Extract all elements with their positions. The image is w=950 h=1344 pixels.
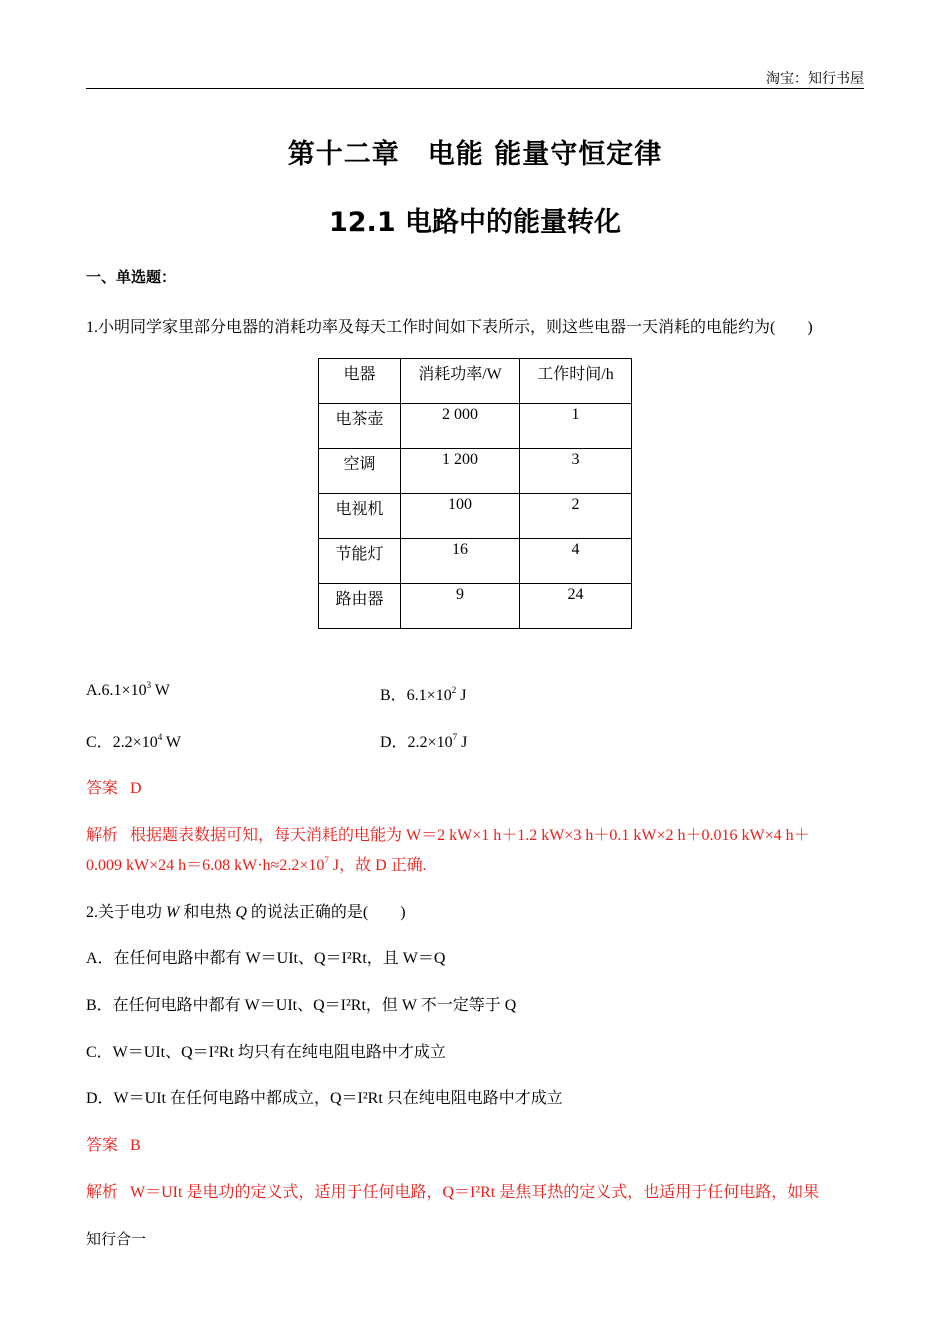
appliance-table	[318, 358, 632, 629]
table-cell: 2 000	[401, 404, 520, 449]
header-shop-name: 淘宝：知行书屋	[766, 71, 864, 87]
q2-option-b: B．在任何电路中都有 W＝UIt、Q＝I²Rt，但 W 不一定等于 Q	[86, 997, 517, 1014]
table-cell: 节能灯	[319, 539, 401, 584]
table-cell: 路由器	[319, 584, 401, 629]
chapter-title: 第十二章 电能 能量守恒定律	[287, 139, 663, 170]
table-header-row	[319, 359, 632, 404]
header-divider	[86, 88, 864, 89]
table-cell: 24	[520, 584, 632, 629]
q1-answer: 答案 D	[86, 780, 142, 797]
table-row	[319, 449, 632, 494]
table-header-cell: 消耗功率/W	[401, 359, 520, 404]
q1-option-c: C．$2.2\times 10^4$ W	[86, 732, 182, 751]
table-row	[319, 494, 632, 539]
table-cell: 1	[520, 404, 632, 449]
section-title: 12.1 电路中的能量转化	[328, 207, 622, 238]
q2-option-a: A．在任何电路中都有 W＝UIt、Q＝I²Rt，且 W＝Q	[86, 950, 446, 967]
table-header-cell: 电器	[319, 359, 401, 404]
q1-analysis-line1: 解析 根据题表数据可知，每天消耗的电能为 W＝2 kW×1 h＋1.2 kW×3 h＋0.1 kW×2 h＋0.016 kW×4 h＋	[86, 827, 810, 844]
q1-option-d: D．$2.2\times 10^7$ J	[380, 732, 468, 751]
table-header-cell: 工作时间/h	[520, 359, 632, 404]
q2-option-d: D．W＝UIt 在任何电路中都成立，Q＝I²Rt 只在纯电阻电路中才成立	[86, 1090, 563, 1107]
q1-stem: 1.小明同学家里部分电器的消耗功率及每天工作时间如下表所示，则这些电器一天消耗的电能约为( )	[86, 319, 813, 336]
table-cell: 4	[520, 539, 632, 584]
table-cell: 9	[401, 584, 520, 629]
table-row	[319, 404, 632, 449]
q2-option-c: C．W＝UIt、Q＝I²Rt 均只有在纯电阻电路中才成立	[86, 1044, 446, 1061]
footer-text: 知行合一	[86, 1230, 147, 1248]
table-cell: 空调	[319, 449, 401, 494]
table-cell: 电茶壶	[319, 404, 401, 449]
q2-answer: 答案 B	[86, 1137, 141, 1154]
table-cell: 100	[401, 494, 520, 539]
table-cell: 3	[520, 449, 632, 494]
table-cell: 2	[520, 494, 632, 539]
table-cell: 电视机	[319, 494, 401, 539]
q1-option-a: $A.6.1\times 10^3$ W	[86, 680, 170, 699]
table-cell: 16	[401, 539, 520, 584]
q1-analysis-line2: 0.009 kW×24 h＝6.08 $kW\cdot h\approx 2.2\times 10^7$ J，故 D 正确.	[86, 855, 427, 874]
q2-stem: 2.关于电功 W 和电热 Q 的说法正确的是( )	[86, 904, 406, 921]
q1-option-b: B．$6.1\times 10^2$ J	[380, 685, 467, 704]
section-heading: 一、单选题：	[86, 268, 177, 286]
table-row	[319, 584, 632, 629]
table-cell: 1 200	[401, 449, 520, 494]
table-row	[319, 539, 632, 584]
q2-analysis: 解析 W＝UIt 是电功的定义式，适用于任何电路，Q＝I²Rt 是焦耳热的定义式，也适用于任何电路，如果	[86, 1184, 820, 1201]
